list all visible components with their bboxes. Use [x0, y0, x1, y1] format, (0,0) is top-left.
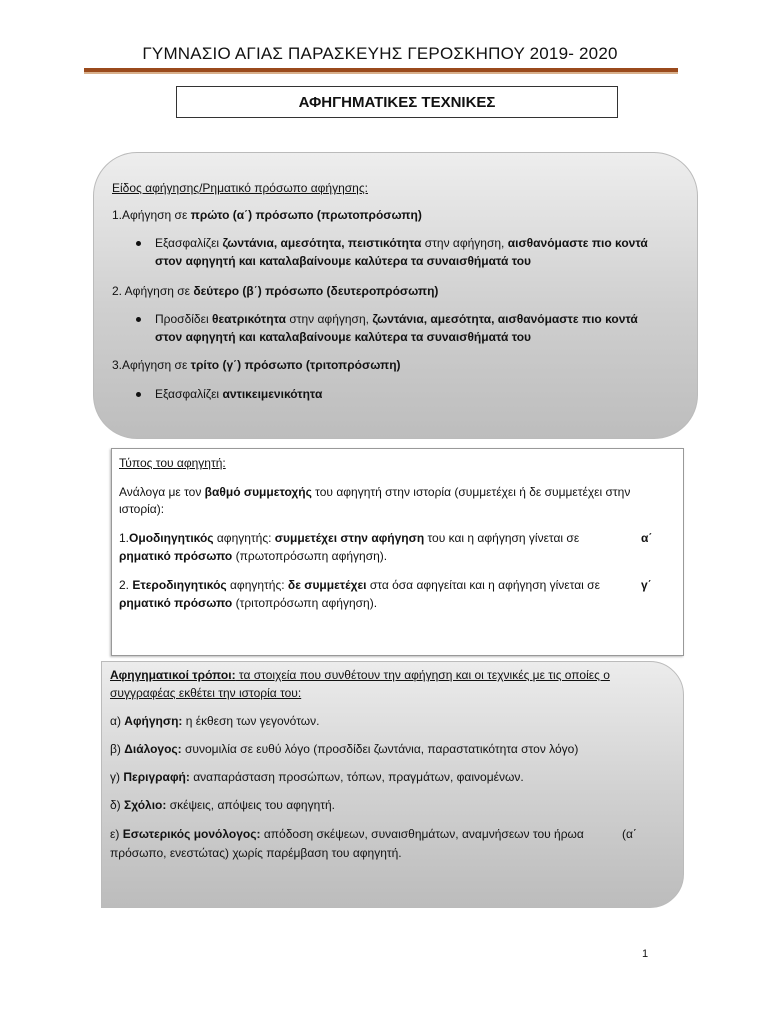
document-title: ΑΦΗΓΗΜΑΤΙΚΕΣ ΤΕΧΝΙΚΕΣ [176, 86, 618, 118]
first-person-bullet-line2: στον αφηγητή και καταλαβαίνουμε καλύτερα τα συναισθήματά του [155, 254, 532, 268]
bullet-icon [136, 317, 141, 322]
third-person-bullet: Εξασφαλίζει αντικειμενικότητα [155, 387, 323, 401]
bullet-icon [136, 241, 141, 246]
mode-dialogue: β) Διάλογος: συνομιλία σε ευθύ λόγο (προσδίδει ζωντάνια, παραστατικότητα στον λόγο) [110, 742, 579, 756]
second-person-bullet-line2: στον αφηγητή και καταλαβαίνουμε καλύτερα τα συναισθήματά του [155, 330, 532, 344]
document-header: ΓΥΜΝΑΣΙΟ ΑΓΙΑΣ ΠΑΡΑΣΚΕΥΗΣ ΓΕΡΟΣΚΗΠΟΥ 2019- 2020 [142, 44, 618, 63]
page-number: 1 [642, 948, 649, 960]
section2-intro-line1: Ανάλογα με τον βαθμό συμμετοχής του αφηγητή στην ιστορία (συμμετέχει ή δε συμμετέχει στην [119, 485, 631, 499]
heterodiegetic-line2: ρηματικό πρόσωπο (τριτοπρόσωπη αφήγηση). [119, 596, 378, 610]
mode-monologue-mark: (α΄ [622, 827, 637, 841]
section2-heading: Τύπος του αφηγητή: [119, 456, 226, 470]
header-rule [84, 68, 678, 72]
mode-monologue-line2: πρόσωπο, ενεστώτας) χωρίς παρέμβαση του αφηγητή. [110, 846, 402, 860]
homodiegetic-person-mark: α΄ [641, 531, 653, 545]
section3-heading-line2: συγγραφέας εκθέτει την ιστορία του: [110, 686, 302, 700]
heterodiegetic-person-mark: γ΄ [641, 578, 652, 592]
mode-narration: α) Αφήγηση: η έκθεση των γεγονότων. [110, 714, 320, 728]
section2-intro-line2: ιστορία): [119, 502, 165, 516]
mode-description: γ) Περιγραφή: αναπαράσταση προσώπων, τόπων, πραγμάτων, φαινομένων. [110, 770, 524, 784]
mode-monologue-line1: ε) Εσωτερικός μονόλογος: απόδοση σκέψεων, συναισθημάτων, αναμνήσεων του ήρωα [110, 827, 584, 841]
homodiegetic-line2: ρηματικό πρόσωπο (πρωτοπρόσωπη αφήγηση). [119, 549, 388, 563]
second-person-line: 2. Αφήγηση σε δεύτερο (β΄) πρόσωπο (δευτεροπρόσωπη) [112, 284, 439, 298]
first-person-line: 1.Αφήγηση σε πρώτο (α΄) πρόσωπο (πρωτοπρόσωπη) [112, 208, 422, 222]
mode-comment: δ) Σχόλιο: σκέψεις, απόψεις του αφηγητή. [110, 798, 336, 812]
section3-heading-line1: Αφηγηματικοί τρόποι: τα στοιχεία που συνθέτουν την αφήγηση και οι τεχνικές με τις οποίες ο [110, 668, 610, 682]
homodiegetic-line1: 1.Ομοδιηγητικός αφηγητής: συμμετέχει στην αφήγηση του και η αφήγηση γίνεται σε [119, 531, 580, 545]
heterodiegetic-line1: 2. Ετεροδιηγητικός αφηγητής: δε συμμετέχει στα όσα αφηγείται και η αφήγηση γίνεται σε [119, 578, 600, 592]
bullet-icon [136, 392, 141, 397]
section1-heading: Είδος αφήγησης/Ρηματικό πρόσωπο αφήγησης: [112, 181, 368, 195]
third-person-line: 3.Αφήγηση σε τρίτο (γ΄) πρόσωπο (τριτοπρόσωπη) [112, 358, 401, 372]
first-person-bullet-line1: Εξασφαλίζει ζωντάνια, αμεσότητα, πειστικότητα στην αφήγηση, αισθανόμαστε πιο κοντά [155, 236, 648, 250]
second-person-bullet-line1: Προσδίδει θεατρικότητα στην αφήγηση, ζωντάνια, αμεσότητα, αισθανόμαστε πιο κοντά [155, 312, 638, 326]
